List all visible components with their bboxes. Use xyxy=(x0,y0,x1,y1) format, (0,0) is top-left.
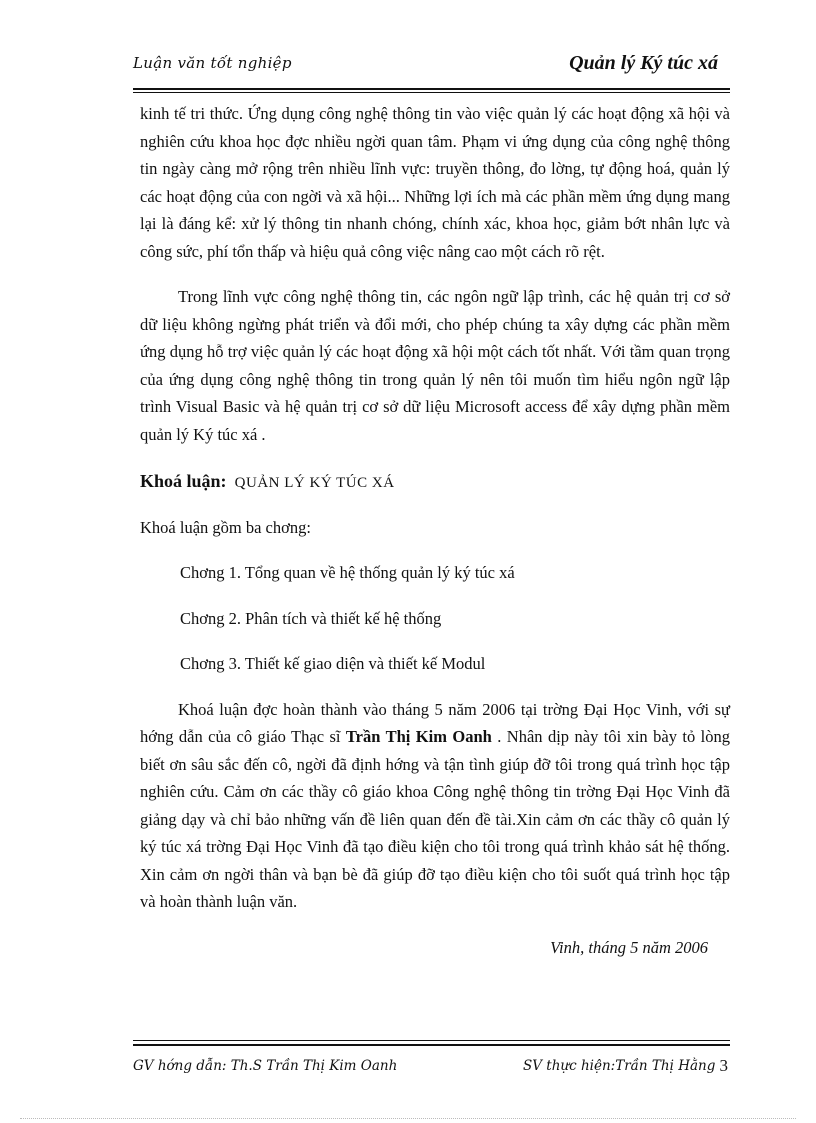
thesis-line xyxy=(140,468,730,498)
header-right-title: Quản lý Ký túc xá xyxy=(569,52,718,74)
acknowledgement-paragraph xyxy=(140,696,730,916)
page-number: 3 xyxy=(719,1056,728,1075)
page-bottom-dotted-line xyxy=(20,1118,796,1119)
acknowledgement-before: Khoá luận đợc hoàn thành vào tháng 5 năm 2006 tại trờng Đại Học Vinh, với sự hớng dẫn của cô giáo Thạc sĩ xyxy=(140,699,730,746)
chapter-item-3: Chơng 3. Thiết kế giao diện và thiết kế Modul xyxy=(180,654,486,673)
chapters-intro: Khoá luận gồm ba chơng: xyxy=(140,517,311,537)
header-rule-thick xyxy=(133,88,730,90)
paragraph-2: Trong lĩnh vực công nghệ thông tin, các ngôn ngữ lập trình, các hệ quản trị cơ sở dữ liệu không ngừng phát triển và đổi mới, cho phép chúng ta xây dựng các phần mềm ứng dụng hỗ trợ việc quản lý các hoạt động xã hội một cách tốt nhất. Với tầm quan trọng của ứng dụng công nghệ thông tin trong quản lý nên tôi muốn tìm hiểu ngôn ngữ lập trình Visual Basic và hệ quản trị cơ sở dữ liệu Microsoft access để xây dựng phần mềm quản lý Ký túc xá . xyxy=(140,287,730,444)
signature-date: Vinh, tháng 5 năm 2006 xyxy=(550,937,708,957)
acknowledgement-after: . Nhân dịp này tôi xin bày tỏ lòng biết ơn sâu sắc đến cô, ngời đã định hớng và tận tình giúp đỡ tôi trong quá trình học tập nghiên cứu. Cảm ơn các thầy cô giáo khoa Công nghệ thông tin trờng Đại Học Vinh đã giảng dạy và chỉ bảo những vấn đề liên quan đến đề tài.Xin cảm ơn các thầy cô quản lý ký túc xá trờng Đại Học Vinh đã tạo điều kiện cho tôi trong quá trình khảo sát hệ thống. Xin cảm ơn ngời thân và bạn bè đã giúp đỡ tạo điều kiện cho tôi suốt quá trình học tập và hoàn thành luận văn. xyxy=(140,727,730,911)
paragraph-1: kinh tế tri thức. Ứng dụng công nghệ thông tin vào việc quản lý các hoạt động xã hội và nghiên cứu khoa học đợc nhiều ngời quan tâm. Phạm vi ứng dụng của công nghệ thông tin ngày càng mở rộng trên nhiều lĩnh vực: truyền thông, đo lờng, tự động hoá, quản lý các hoạt động của con ngời và xã hội... Những lợi ích mà các phần mềm ứng dụng mang lại là đáng kể: xử lý thông tin nhanh chóng, chính xác, khoa học, giảm bớt nhân lực và công sức, phí tổn thấp và hiệu quả công việc nâng cao một cách rõ rệt. xyxy=(140,104,730,261)
body-content xyxy=(140,100,730,961)
footer-rule-thick xyxy=(133,1044,730,1046)
header-rule-thin xyxy=(133,92,730,93)
thesis-label: Khoá luận: xyxy=(140,471,227,491)
page-footer xyxy=(133,1052,730,1082)
chapter-item-2: Chơng 2. Phân tích và thiết kế hệ thống xyxy=(180,608,442,628)
header-left-text: Luận văn tốt nghiệp xyxy=(133,54,292,72)
thesis-title: QUẢN LÝ KÝ TÚC XÁ xyxy=(234,475,395,491)
chapter-item-1: Chơng 1. Tổng quan về hệ thống quản lý ký túc xá xyxy=(180,563,515,582)
footer-student: SV thực hiện:Trần Thị Hằng xyxy=(523,1058,716,1074)
supervisor-name: Trần Thị Kim Oanh xyxy=(345,727,492,746)
page-header xyxy=(133,50,730,90)
footer-rule-thin xyxy=(133,1040,730,1041)
footer-supervisor: GV hớng dẫn: Th.S Trần Thị Kim Oanh xyxy=(133,1058,398,1074)
